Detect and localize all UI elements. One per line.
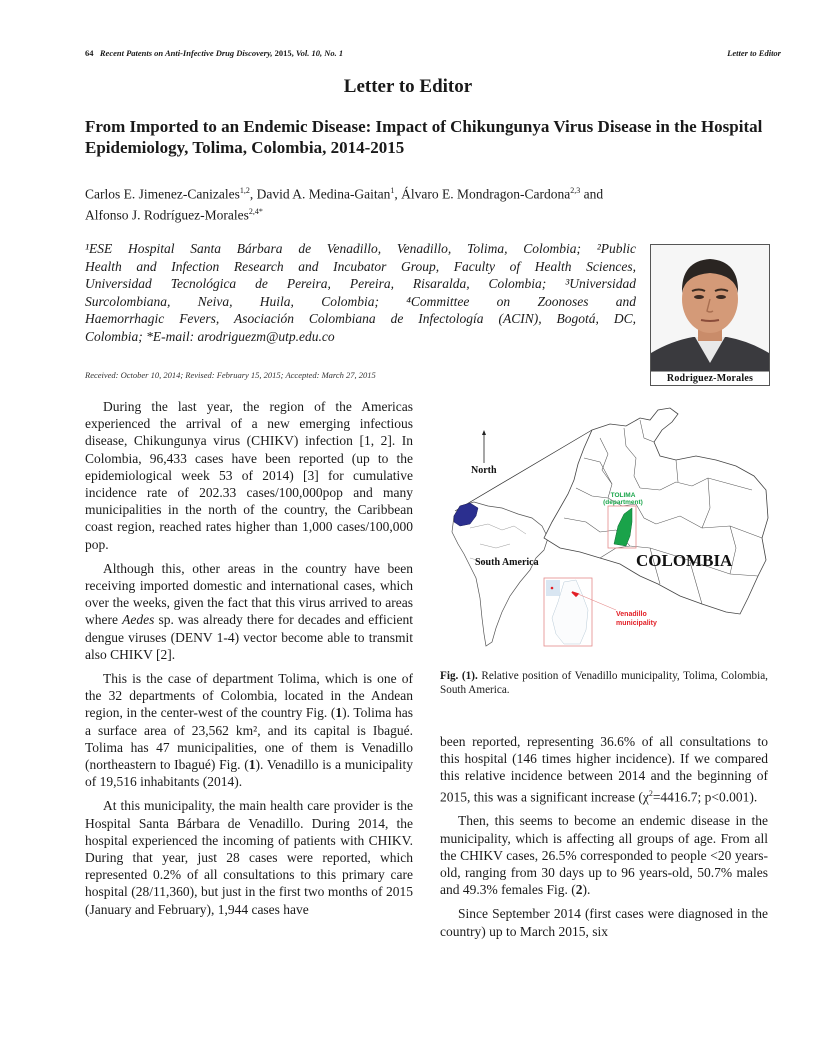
affiliation-email-line: Colombia; *E-mail: arodriguezm@utp.edu.co bbox=[85, 328, 335, 344]
svg-text:South America: South America bbox=[475, 557, 539, 568]
paragraph: Since September 2014 (first cases were diagnosed in the country) up to March 2015, six bbox=[440, 906, 768, 939]
paragraph: At this municipality, the main health care provider is the Hospital Santa Bárbara de Venadillo. During 2014, the hospital experienced the incoming of patients with CHIKV. During that year, just 28 cases were reported, which represented 0.2% of all consultations to this primary care hospital (28/11,360), but just in the first two months of 2015 (January and February), 1,944 cases have bbox=[85, 798, 413, 917]
figure-reference: 2 bbox=[575, 882, 583, 898]
author-affiliation-marker: 1 bbox=[390, 186, 395, 195]
figure-caption-text: Relative position of Venadillo municipality, Tolima, Colombia, South America. bbox=[440, 670, 768, 696]
running-head-left bbox=[85, 48, 343, 58]
paragraph-text: Although this, other areas in the country have been receiving imported domestic and international cases, which over the weeks, given the fact that this virus arrived to areas where bbox=[85, 560, 413, 628]
author-affiliation-marker: 2,3 bbox=[570, 186, 581, 195]
author-name: Carlos E. Jimenez-Canizales bbox=[85, 186, 240, 202]
svg-text:(department): (department) bbox=[603, 499, 643, 506]
affiliation-line: Surcolombiana, Neiva, Huila, Colombia; ⁴Committee on Zoonoses and bbox=[85, 293, 636, 309]
paragraph: During the last year, the region of the Americas experienced the arrival of a new emerging infectious disease, Chikungunya virus (CHIKV) infection [1, 2]. In Colombia, 96,433 cases have been reported (up to the epidemiological week 53 of 2014) [3] for cumulative incidence rate of 202.33 cases/100,000pop and many municipalities in the north of the country, the Caribbean coast region, reached rates higher than 1,000 cases/100,000 pop. bbox=[85, 399, 413, 552]
affiliation-line: Haemorrhagic Fevers, Asociación Colombiana de Infectología (ACIN), Bogotá, DC, bbox=[85, 311, 636, 327]
affiliations bbox=[85, 240, 636, 346]
author-photo bbox=[650, 244, 770, 386]
paragraph-text: ). bbox=[582, 882, 591, 898]
author-affiliation-marker: 2,4* bbox=[248, 206, 263, 216]
author-name: Alfonso J. Rodríguez-Morales bbox=[85, 207, 249, 222]
author-affiliation-marker: 1,2 bbox=[239, 186, 250, 195]
paragraph bbox=[440, 812, 768, 898]
svg-text:TOLIMA: TOLIMA bbox=[610, 492, 636, 499]
paragraph bbox=[85, 670, 413, 790]
paragraph-text: ). Venadillo is a municipality of 19,516 inhabitants (2014). bbox=[85, 757, 413, 790]
portrait-illustration bbox=[651, 245, 769, 371]
figure-1-map bbox=[440, 398, 770, 668]
author-photo-caption: Rodriguez-Morales bbox=[651, 371, 769, 386]
journal-year: 2015, bbox=[274, 48, 294, 58]
paragraph-text: been reported, representing 36.6% of all consultations to this hospital (146 times higher incidence). If we compared this relative incidence between 2014 and the beginning of 2015, this was a significant increase (χ bbox=[440, 734, 768, 805]
figure-label: Fig. (1). bbox=[440, 670, 478, 682]
affiliation-line: Universidad Tecnológica de Pereira, Pereira, Risaralda, Colombia; ³Universidad bbox=[85, 276, 636, 292]
affiliation-line: Health and Infection Research and Incubator Group, Faculty of Health Sciences, bbox=[85, 258, 636, 274]
figure-1-caption bbox=[440, 669, 768, 697]
journal-name: Recent Patents on Anti-Infective Drug Discovery, bbox=[99, 48, 273, 58]
author-portrait-image bbox=[651, 245, 769, 371]
chi-square-exponent: 2 bbox=[648, 788, 653, 798]
running-head-section: Letter to Editor bbox=[727, 48, 781, 58]
received-dates: Received: October 10, 2014; Revised: February 15, 2015; Accepted: March 27, 2015 bbox=[85, 370, 376, 380]
svg-text:Venadillo: Venadillo bbox=[616, 611, 647, 618]
figure-reference: 1 bbox=[335, 705, 343, 721]
paragraph-text: ). Tolima has a surface area of 23,562 km², and its capital is Ibagué. Tolima has 47 municipalities, one of them is Venadillo (northeastern to Ibagué) Fig. ( bbox=[85, 705, 414, 773]
article-title: From Imported to an Endemic Disease: Impact of Chikungunya Virus Disease in the Hospital Epidemiology, Tolima, Colombia, 2014-2015 bbox=[85, 117, 763, 157]
author-name: David A. Medina-Gaitan bbox=[256, 186, 391, 202]
page-number: 64 bbox=[85, 48, 94, 58]
journal-volume: Vol. 10, No. 1 bbox=[295, 48, 344, 58]
author-list: Carlos E. Jimenez-Canizales$^{1,2}$, David A. Medina-Gaitan$^1$, Álvaro E. Mondragon-Cardona$^{2,3}$ and Alfonso J. Rodríguez-Morales$^{2,4*}$ bbox=[85, 186, 604, 222]
body-column-right bbox=[440, 733, 768, 947]
svg-text:COLOMBIA: COLOMBIA bbox=[636, 551, 733, 570]
map-illustration bbox=[440, 398, 770, 668]
species-name: Aedes bbox=[122, 612, 155, 628]
paragraph-text: sp. was already there for decades and efficient dengue viruses (DENV 1-4) vector become able to transmit also CHIKV [2]. bbox=[85, 612, 413, 662]
paragraph-text: =4416.7; p<0.001). bbox=[652, 789, 758, 805]
paragraph-text: This is the case of department Tolima, which is one of the 32 departments of Colombia, located in the Andean region, in the center-west of the country Fig. ( bbox=[85, 671, 413, 721]
affiliation-line: ¹ESE Hospital Santa Bárbara de Venadillo, Venadillo, Tolima, Colombia; ²Public bbox=[85, 241, 636, 256]
figure-reference: 1 bbox=[248, 757, 256, 773]
body-column-left bbox=[85, 398, 413, 925]
section-title: Letter to Editor bbox=[343, 76, 473, 97]
paragraph bbox=[85, 560, 413, 663]
svg-text:North: North bbox=[471, 465, 497, 476]
paragraph-continued bbox=[440, 733, 768, 805]
paragraph-text: Then, this seems to become an endemic disease in the municipality, which is affecting all groups of age. From all the CHIKV cases, 26.5% corresponded to people <20 years-old, ranging from 30 days up to 96 years-old, 50.7% males and 49.3% females Fig. ( bbox=[440, 813, 768, 898]
svg-text:municipality: municipality bbox=[616, 620, 657, 627]
author-name: Álvaro E. Mondragon-Cardona bbox=[401, 186, 571, 202]
